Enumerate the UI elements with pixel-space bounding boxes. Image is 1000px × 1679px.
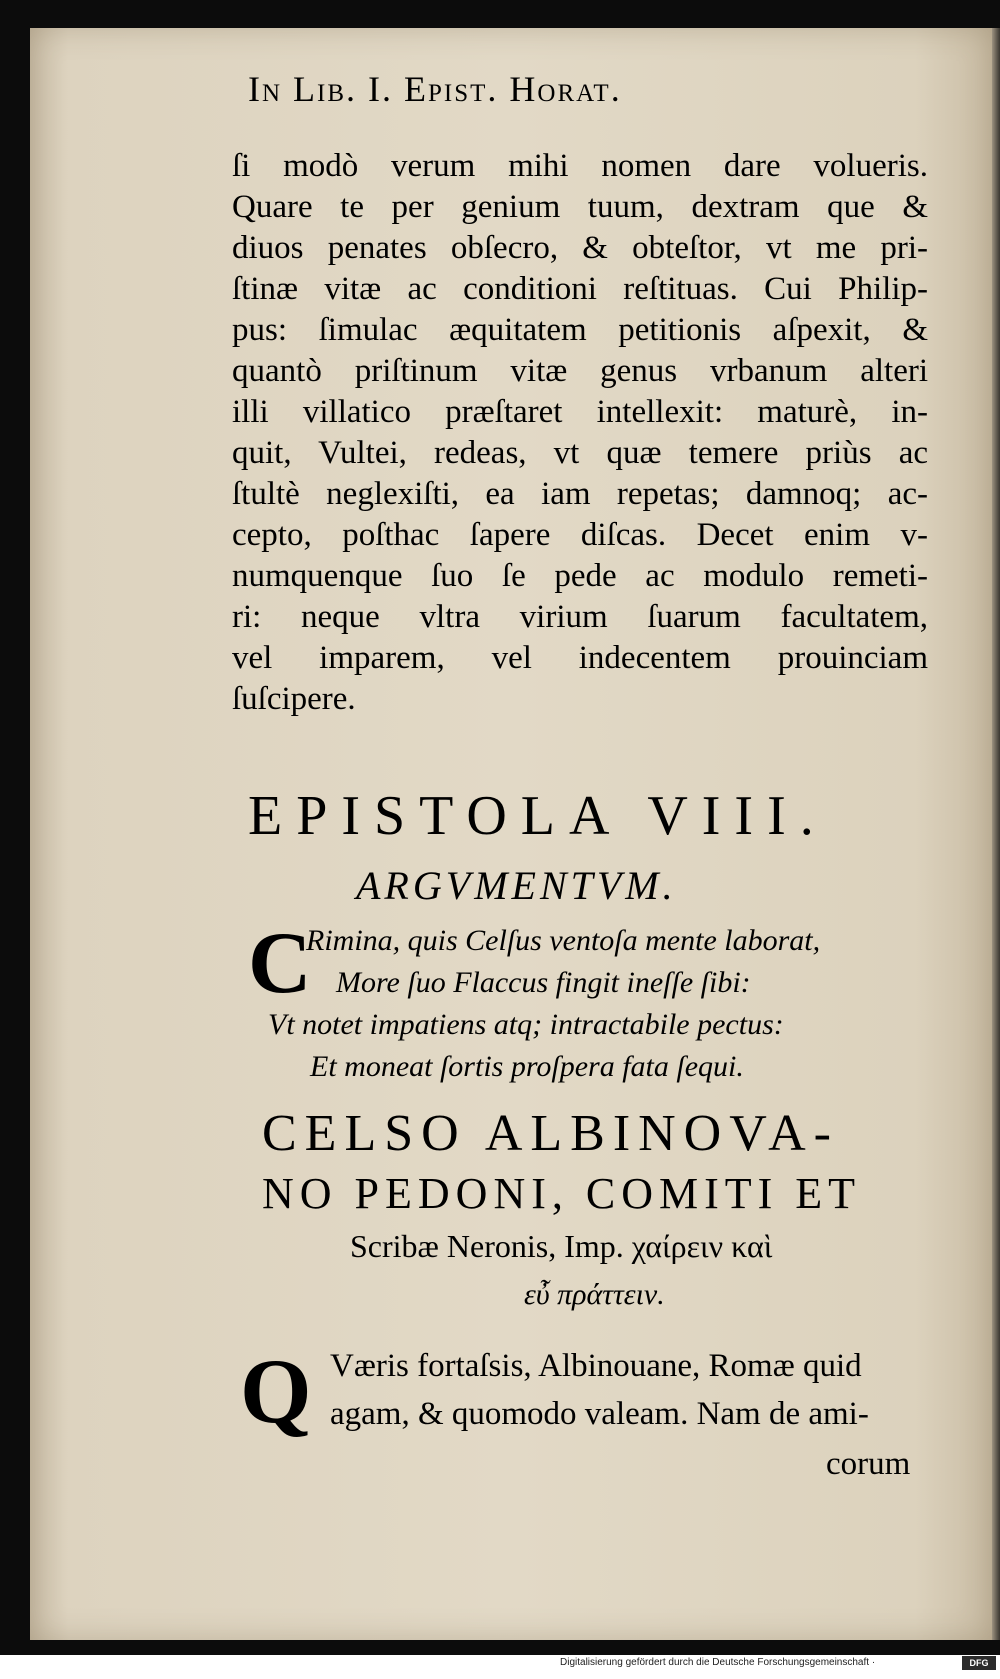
dfg-logo: DFG — [962, 1656, 996, 1670]
verse-line: Vt notet impatiens atq; intractabile pectus: — [268, 1008, 784, 1041]
address-line: CELSO ALBINOVA- — [262, 1105, 839, 1162]
letter-initial: Q — [240, 1340, 312, 1442]
address-line: NO PEDONI, COMITI ET — [262, 1169, 862, 1218]
argumentum-initial: C — [248, 915, 312, 1012]
body-line: vel imparem, vel indecentem prouinciam — [232, 640, 928, 676]
body-line: Quare te per genium tuum, dextram que & — [232, 189, 928, 225]
body-line: ſtultè neglexiſti, ea iam repetas; damnoq; ac- — [232, 476, 928, 512]
letter-line: agam, & quomodo valeam. Nam de ami- — [330, 1396, 869, 1432]
running-head: In Lib. I. Epist. Horat. — [248, 69, 622, 109]
epistola-heading: EPISTOLA VIII. — [248, 785, 828, 847]
verse-line: More ſuo Flaccus fingit ineſſe ſibi: — [336, 966, 751, 999]
body-line: illi villatico præſtaret intellexit: maturè, in- — [232, 394, 928, 430]
body-line: ſtinæ vitæ ac conditioni reſtituas. Cui Philip- — [232, 271, 928, 307]
body-line: numquenque ſuo ſe pede ac modulo remeti- — [232, 558, 928, 594]
address-line: εὖ πράττειν. — [524, 1278, 665, 1311]
verse-line: Et moneat ſortis proſpera fata ſequi. — [310, 1050, 744, 1083]
address-line: Scribæ Neronis, Imp. χαίρειν καὶ — [350, 1228, 773, 1264]
digitization-credit: Digitalisierung gefördert durch die Deutsche Forschungsgemeinschaft · — [560, 1657, 876, 1668]
body-line: quantò priſtinum vitæ genus vrbanum alteri — [232, 353, 928, 389]
body-line: cepto, poſthac ſapere diſcas. Decet enim v- — [232, 517, 928, 553]
catchword: corum — [826, 1446, 911, 1482]
body-line: ri: neque vltra virium ſuarum facultatem, — [232, 599, 928, 635]
page-edge — [992, 28, 1000, 1640]
verse-line: Rimina, quis Celſus ventoſa mente laborat, — [306, 924, 821, 957]
body-line: pus: ſimulac æquitatem petitionis aſpexit, & — [232, 312, 928, 348]
body-line: ſuſcipere. — [232, 681, 356, 717]
letter-line: Væris fortaſsis, Albinouane, Romæ quid — [330, 1348, 862, 1384]
body-line: quit, Vultei, redeas, vt quæ temere priùs ac — [232, 435, 928, 471]
argumentum-heading: ARGVMENTVM. — [356, 863, 677, 908]
body-line: diuos penates obſecro, & obteſtor, vt me pri- — [232, 230, 928, 266]
body-line: ſi modò verum mihi nomen dare volueris. — [232, 148, 928, 184]
